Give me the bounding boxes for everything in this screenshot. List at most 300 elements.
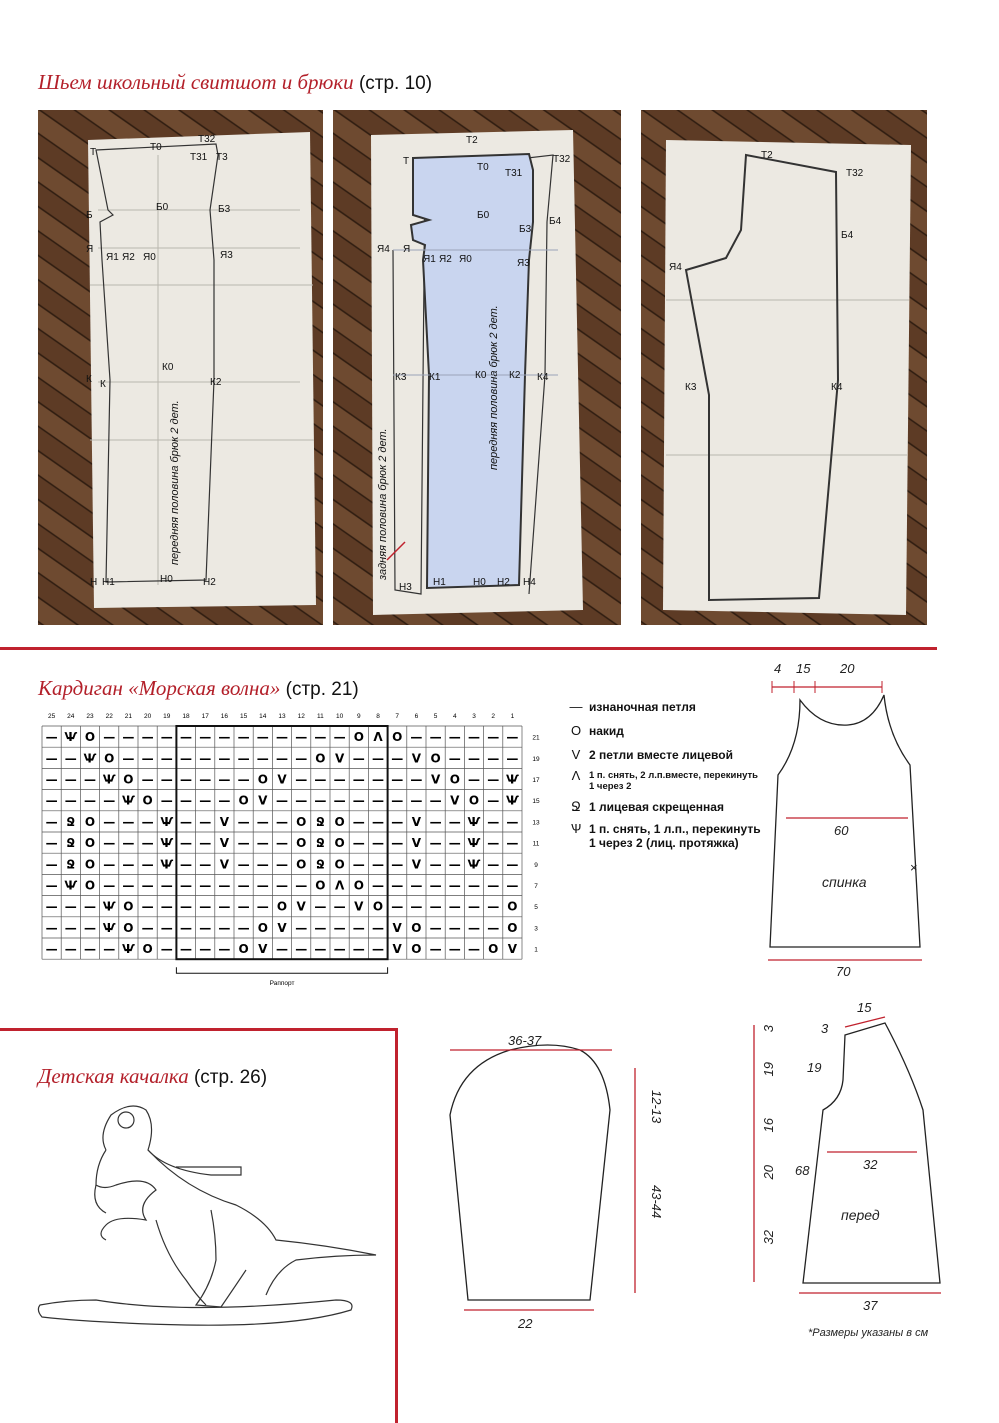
dim-label: 43-44 (649, 1185, 664, 1219)
page-ref: (стр. 10) (358, 73, 433, 94)
stitch-symbol: — (276, 942, 288, 957)
stitch-symbol: Ѱ (83, 751, 97, 766)
row-number: 9 (534, 861, 538, 869)
legend-text: 1 лицевая скрещенная (589, 800, 724, 814)
column-number: 11 (317, 713, 324, 720)
section-title-text: Шьем школьный свитшот и брюки (38, 70, 354, 94)
stitch-symbol: O (84, 857, 96, 872)
legend-text: накид (589, 724, 624, 738)
column-number: 6 (414, 713, 419, 720)
stitch-symbol: — (122, 857, 135, 872)
label: Б0 (156, 202, 169, 213)
stitch-symbol: — (180, 878, 192, 893)
stitch-symbol: — (468, 942, 480, 957)
legend-text: 2 петли вместе лицевой (589, 748, 733, 762)
dim-label: 32 (863, 1157, 878, 1172)
stitch-symbol: V (219, 857, 230, 872)
column-number: 14 (259, 713, 267, 720)
label: Т0 (150, 142, 162, 153)
dim-label: 60 (834, 823, 849, 838)
stitch-symbol: — (314, 920, 327, 935)
label: Я3 (517, 258, 530, 269)
stitch-symbol: — (487, 814, 500, 829)
vertical-label-front: передняя половина брюк 2 дет. (488, 305, 500, 470)
stitch-symbol: — (45, 942, 58, 957)
stitch-symbol: — (256, 899, 269, 914)
stitch-symbol: — (64, 751, 77, 766)
stitch-symbol: V (507, 942, 518, 957)
stitch-symbol: — (448, 920, 461, 935)
stitch-symbol: — (64, 772, 77, 787)
stitch-symbol: — (45, 730, 58, 745)
stitch-symbol: — (141, 920, 154, 935)
stitch-symbol: V (450, 793, 460, 808)
row-number: 19 (532, 755, 540, 763)
stitch-symbol: — (237, 814, 250, 829)
stitch-symbol: — (506, 730, 519, 745)
section-divider (0, 1028, 397, 1031)
stitch-symbol: — (45, 836, 58, 851)
column-number: 13 (278, 713, 286, 720)
stitch-symbol: — (180, 772, 192, 787)
dim-label: 16 (761, 1118, 776, 1133)
stitch-symbol: — (276, 814, 288, 829)
knitting-chart (38, 708, 558, 1028)
label: К (100, 379, 106, 390)
stitch-symbol: — (199, 814, 212, 829)
label: К3 (395, 372, 407, 383)
row-number: 7 (534, 883, 538, 890)
label: Т31 (190, 152, 208, 163)
column-number: 20 (143, 713, 152, 720)
stitch-symbol: — (429, 878, 442, 893)
stitch-symbol: — (103, 878, 116, 893)
stitch-symbol: — (468, 920, 480, 935)
stitch-symbol: — (333, 920, 346, 935)
stitch-symbol: V (392, 942, 402, 957)
stitch-symbol: — (218, 793, 231, 808)
stitch-symbol: — (103, 836, 116, 851)
stitch-symbol: — (122, 878, 135, 893)
stitch-symbol: — (429, 857, 442, 872)
stitch-symbol: O (296, 814, 307, 829)
stitch-symbol: O (411, 942, 422, 957)
stitch-symbol: — (141, 814, 154, 829)
sleeve-pattern-diagram (440, 1033, 664, 1335)
yarn-over-icon: O (570, 723, 582, 738)
stitch-symbol: — (372, 857, 384, 872)
stitch-symbol: — (506, 857, 519, 872)
stitch-symbol: — (448, 899, 461, 914)
stitch-symbol: Ѱ (102, 920, 116, 935)
stitch-symbol: O (334, 836, 345, 851)
stitch-symbol: V (277, 772, 287, 787)
stitch-symbol: — (160, 878, 173, 893)
stitch-symbol: — (199, 836, 212, 851)
stitch-symbol: — (391, 772, 404, 787)
units-note: *Размеры указаны в см (808, 1327, 929, 1339)
stitch-symbol: — (141, 751, 154, 766)
stitch-symbol: V (258, 942, 268, 957)
row-number: 11 (532, 840, 540, 848)
section-title-text: Кардиган «Морская волна» (38, 676, 281, 700)
label: Н4 (523, 577, 536, 588)
stitch-symbol: O (257, 772, 268, 787)
label: Н3 (399, 582, 412, 593)
column-number: 4 (452, 713, 457, 720)
dim-label: 20 (840, 661, 855, 676)
stitch-symbol: V (411, 857, 422, 872)
stitch-symbol: — (352, 751, 365, 766)
row-number: 3 (534, 925, 538, 933)
label: Я (403, 244, 411, 255)
stitch-symbol: — (45, 899, 58, 914)
stitch-symbol: O (507, 920, 518, 935)
stitch-symbol: — (160, 920, 173, 935)
stitch-symbol: V (430, 772, 441, 787)
dim-label: 12-13 (649, 1090, 664, 1124)
stitch-symbol: — (199, 772, 212, 787)
stitch-symbol: — (314, 730, 327, 745)
stitch-symbol: — (372, 836, 384, 851)
stitch-symbol: V (411, 751, 422, 766)
stitch-symbol: Ѱ (121, 942, 135, 957)
mark-icon: × (910, 860, 918, 875)
stitch-symbol: — (218, 751, 231, 766)
stitch-symbol: — (506, 814, 519, 829)
stitch-symbol: — (122, 836, 135, 851)
stitch-symbol: — (468, 899, 480, 914)
row-number: 13 (532, 819, 540, 827)
stitch-symbol: — (429, 730, 442, 745)
stitch-symbol: Ջ (316, 836, 325, 851)
label: Я (86, 244, 94, 255)
stitch-symbol: O (353, 730, 364, 745)
column-number: 9 (356, 713, 361, 720)
dim-label: 22 (518, 1316, 533, 1331)
label: Я0 (459, 254, 472, 265)
legend-item (565, 748, 765, 762)
stitch-symbol: O (372, 899, 384, 914)
stitch-symbol: — (391, 751, 404, 766)
stitch-symbol: O (430, 751, 441, 766)
stitch-symbol: O (84, 814, 96, 829)
stitch-symbol: — (237, 836, 250, 851)
stitch-symbol: V (411, 836, 422, 851)
stitch-symbol: Ѱ (64, 878, 78, 893)
stitch-symbol: — (103, 857, 116, 872)
label: К0 (162, 362, 174, 373)
stitch-symbol: — (103, 793, 116, 808)
stitch-symbol: — (122, 814, 135, 829)
column-number: 15 (239, 713, 248, 720)
column-number: 19 (163, 713, 171, 720)
label: Т3 (216, 152, 228, 163)
stitch-symbol: O (123, 920, 134, 935)
stitch-symbol: — (333, 730, 346, 745)
photo-front-svg (38, 110, 323, 625)
label: Я1 (423, 254, 436, 265)
front-pattern-diagram (745, 1000, 945, 1320)
stitch-symbol: — (352, 836, 365, 851)
stitch-symbol: — (180, 899, 192, 914)
stitch-symbol: Ѱ (102, 772, 116, 787)
stitch-symbol: — (391, 878, 404, 893)
stitch-symbol: — (180, 920, 192, 935)
stitch-symbol: — (84, 899, 96, 914)
stitch-symbol: — (448, 878, 461, 893)
stitch-symbol: — (237, 878, 250, 893)
column-number: 2 (491, 713, 496, 720)
stitch-symbol: Λ (373, 730, 383, 745)
section-divider (395, 1028, 398, 1423)
stitch-symbol: — (333, 793, 346, 808)
legend-item (565, 700, 765, 714)
page-ref: (стр. 21) (285, 679, 359, 700)
stitch-symbol: — (429, 920, 442, 935)
label: К4 (831, 382, 843, 393)
stitch-symbol: Ѱ (160, 814, 174, 829)
stitch-symbol: — (141, 878, 154, 893)
stitch-symbol: — (391, 814, 404, 829)
rocking-horse-drawing (36, 1095, 386, 1335)
label: Б3 (218, 204, 231, 215)
row-number: 21 (532, 734, 540, 742)
cardigan-section-title (38, 676, 359, 701)
column-number: 23 (86, 713, 94, 720)
stitch-symbol: — (237, 899, 250, 914)
stitch-symbol: — (180, 751, 192, 766)
stitch-symbol: — (448, 836, 461, 851)
column-number: 25 (47, 713, 56, 720)
stitch-symbol: — (410, 772, 423, 787)
section-divider (0, 647, 937, 650)
label: Т32 (553, 154, 571, 165)
dim-label: 15 (796, 661, 811, 676)
stitch-symbol: — (429, 793, 442, 808)
stitch-symbol: — (45, 857, 58, 872)
stitch-symbol: — (199, 730, 212, 745)
stitch-symbol: — (45, 814, 58, 829)
stitch-symbol: — (180, 814, 192, 829)
rocking-section-title (38, 1064, 267, 1089)
stitch-symbol: V (411, 814, 422, 829)
stitch-symbol: — (448, 751, 461, 766)
label: Т31 (505, 168, 523, 179)
stitch-symbol: V (296, 899, 306, 914)
stitch-symbol: — (199, 899, 212, 914)
label: К4 (537, 372, 549, 383)
stitch-symbol: — (276, 793, 288, 808)
label: Я4 (669, 262, 682, 273)
purl-icon: — (569, 699, 583, 714)
stitch-symbol: — (352, 772, 365, 787)
knitting-chart-svg (38, 708, 558, 1023)
column-number: 18 (182, 713, 190, 720)
stitch-symbol: — (410, 878, 423, 893)
stitch-symbol: Ջ (66, 814, 76, 829)
dim-label: 20 (761, 1165, 776, 1180)
stitch-symbol: — (237, 772, 250, 787)
stitch-symbol: Ѱ (160, 857, 174, 872)
label: К3 (685, 382, 697, 393)
knit-two-together-icon: V (571, 747, 581, 762)
label: К2 (509, 370, 521, 381)
stitch-symbol: — (256, 857, 269, 872)
stitch-symbol: — (276, 878, 288, 893)
label: Т32 (846, 168, 864, 179)
vertical-label-back: задняя половина брюк 2 дет. (377, 428, 389, 580)
dim-label: 3 (761, 1025, 776, 1033)
stitch-symbol: Ջ (66, 836, 76, 851)
stitch-symbol: — (218, 730, 231, 745)
label: Я2 (439, 254, 452, 265)
stitch-symbol: O (123, 899, 134, 914)
stitch-symbol: — (506, 878, 519, 893)
stitch-symbol: O (353, 878, 364, 893)
stitch-symbol: — (199, 878, 212, 893)
stitch-symbol: O (142, 793, 153, 808)
stitch-symbol: — (160, 942, 173, 957)
stitch-symbol: — (352, 942, 365, 957)
stitch-symbol: — (333, 942, 346, 957)
stitch-symbol: — (352, 793, 365, 808)
back-pattern-diagram (760, 655, 940, 985)
vertical-label: передняя половина брюк 2 дет. (169, 400, 181, 565)
stitch-symbol: — (487, 878, 500, 893)
stitch-symbol: — (295, 878, 308, 893)
stitch-symbol: — (199, 793, 212, 808)
stitch-symbol: — (180, 730, 192, 745)
stitch-symbol: Ѱ (467, 857, 481, 872)
column-number: 17 (201, 713, 209, 720)
photo-back-full-svg (641, 110, 927, 625)
stitch-symbol: V (277, 920, 287, 935)
legend-item (565, 770, 765, 792)
stitch-symbol: — (256, 751, 269, 766)
stitch-symbol: — (487, 920, 500, 935)
stitch-symbol: O (104, 751, 115, 766)
label: Б (86, 210, 93, 221)
stitch-symbol: — (468, 730, 480, 745)
stitch-symbol: — (45, 751, 58, 766)
stitch-symbol: — (333, 899, 346, 914)
stitch-symbol: O (296, 857, 307, 872)
stitch-symbol: — (180, 793, 192, 808)
label: Н (90, 577, 98, 588)
legend-item (565, 724, 765, 738)
stitch-symbol: Ѱ (121, 793, 135, 808)
stitch-symbol: — (218, 899, 231, 914)
stitch-symbol: — (391, 793, 404, 808)
label: Б4 (841, 230, 854, 241)
stitch-symbol: — (218, 920, 231, 935)
stitch-symbol: — (122, 751, 135, 766)
stitch-symbol: — (429, 899, 442, 914)
stitch-symbol: — (295, 920, 308, 935)
stitch-symbol: V (334, 751, 345, 766)
stitch-symbol: O (334, 857, 345, 872)
stitch-symbol: — (468, 751, 480, 766)
stitch-symbol: — (448, 857, 461, 872)
stitch-symbol: — (391, 857, 404, 872)
stitch-symbol: — (391, 899, 404, 914)
stitch-symbol: — (237, 920, 250, 935)
pattern-photo-back-trouser-full (641, 110, 927, 625)
stitch-symbol: Ջ (66, 857, 76, 872)
stitch-symbol: — (45, 920, 58, 935)
stitch-symbol: — (237, 751, 250, 766)
column-number: 12 (297, 713, 305, 720)
stitch-symbol: O (468, 793, 480, 808)
label: Т2 (466, 135, 478, 146)
stitch-symbol: — (160, 730, 173, 745)
stitch-symbol: — (314, 772, 327, 787)
stitch-symbol: — (333, 772, 346, 787)
pattern-name: спинка (822, 874, 867, 890)
stitch-symbol: — (506, 836, 519, 851)
stitch-symbol: — (103, 730, 116, 745)
stitch-symbol: — (372, 814, 384, 829)
dim-label: 68 (795, 1163, 810, 1178)
label: Н0 (160, 574, 173, 585)
stitch-symbol: Ѱ (160, 836, 174, 851)
stitch-symbol: — (448, 942, 461, 957)
label: Б4 (549, 216, 562, 227)
column-number: 16 (220, 713, 229, 720)
legend-text: изнаночная петля (589, 700, 696, 714)
stitch-symbol: — (468, 772, 480, 787)
stitch-symbol: — (295, 942, 308, 957)
repeat-label: Раппорт (269, 980, 295, 988)
stitch-symbol: — (410, 793, 423, 808)
stitch-symbol: Ѱ (102, 899, 116, 914)
row-number: 1 (534, 946, 538, 954)
stitch-symbol: — (84, 942, 96, 957)
row-number: 15 (532, 798, 540, 806)
stitch-symbol: — (487, 899, 500, 914)
stitch-symbol: O (238, 942, 249, 957)
label: Я1 (106, 252, 119, 263)
dim-label: 15 (857, 1000, 872, 1015)
column-number: 21 (124, 713, 133, 720)
stitch-symbol: O (488, 942, 499, 957)
dim-label: 19 (807, 1060, 822, 1075)
label: Н1 (433, 577, 446, 588)
stitch-symbol: Ѱ (505, 793, 519, 808)
stitch-symbol: — (410, 899, 423, 914)
label: Я0 (143, 252, 156, 263)
stitch-symbol: — (199, 942, 212, 957)
dim-label: 32 (761, 1230, 776, 1245)
stitch-symbol: — (218, 878, 231, 893)
stitch-symbol: V (219, 814, 230, 829)
stitch-symbol: O (257, 920, 268, 935)
stitch-symbol: — (199, 920, 212, 935)
stitch-symbol: O (315, 878, 326, 893)
stitch-symbol: — (372, 920, 384, 935)
stitch-symbol: O (449, 772, 460, 787)
label: Я2 (122, 252, 135, 263)
stitch-symbol: O (276, 899, 288, 914)
stitch-symbol: — (487, 793, 500, 808)
stitch-symbol: — (256, 814, 269, 829)
label: Я3 (220, 250, 233, 261)
legend-item (565, 822, 765, 850)
column-number: 10 (335, 713, 344, 720)
column-number: 5 (433, 713, 438, 720)
stitch-symbol: — (180, 836, 192, 851)
